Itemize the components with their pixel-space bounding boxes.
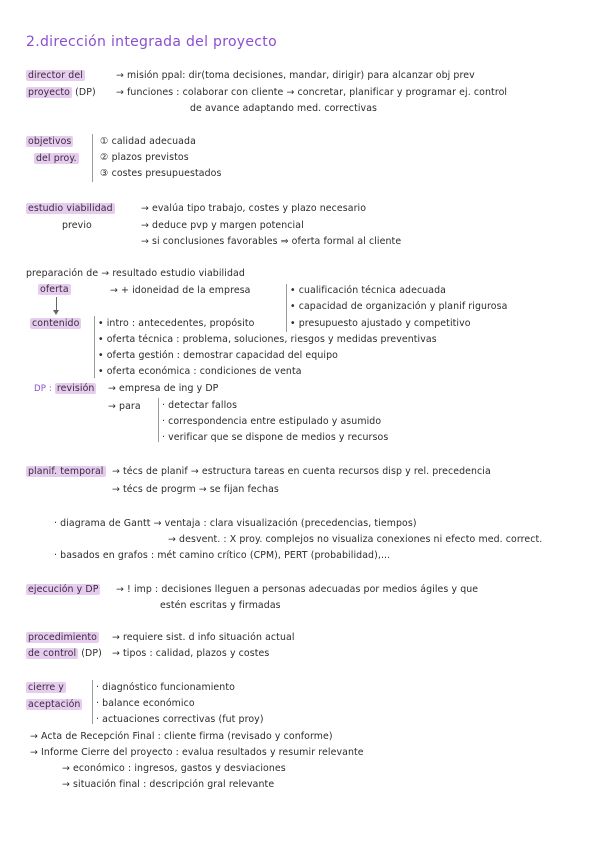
revision-para: → para <box>108 401 141 412</box>
down-arrow-icon <box>56 297 57 311</box>
planif-heading: planif. temporal <box>28 466 104 477</box>
control-heading-1: procedimiento <box>28 632 97 643</box>
contenido-item: • oferta económica : condiciones de venta <box>98 366 302 377</box>
director-heading-1: director del <box>28 70 83 81</box>
revision-brace <box>158 398 159 442</box>
control-line: → requiere sist. d info situación actual <box>112 632 295 643</box>
grafos-line: · basados en grafos : mét camino crítico (CPM), PERT (probabilidad),... <box>54 550 391 561</box>
revision-item: · verificar que se dispone de medios y recursos <box>162 432 389 443</box>
revision-item: · correspondencia entre estipulado y asumido <box>162 416 382 427</box>
director-functions-cont: de avance adaptando med. correctivas <box>190 103 378 114</box>
idoneidad-item: • capacidad de organización y planif rigurosa <box>290 301 508 312</box>
objetivos-brace <box>92 134 93 182</box>
revision-item: · detectar fallos <box>162 400 238 411</box>
director-functions: → funciones : colaborar con cliente → concretar, planificar y programar ej. control <box>116 87 508 98</box>
control-line: → tipos : calidad, plazos y costes <box>112 648 270 659</box>
informe-sub: → situación final : descripción gral relevante <box>62 779 275 790</box>
objetivo-item: ① calidad adecuada <box>100 136 196 147</box>
objetivos-heading-1: objetivos <box>28 136 72 147</box>
objetivo-item: ③ costes presupuestados <box>100 168 222 179</box>
estudio-heading-2: previo <box>62 220 92 231</box>
contenido-item: • intro : antecedentes, propósito <box>98 318 255 329</box>
gantt-line: · diagrama de Gantt → ventaja : clara visualización (precedencias, tiempos) <box>54 518 417 529</box>
cierre-brace <box>92 680 93 724</box>
gantt-desvent: → desvent. : X proy. complejos no visualiza conexiones ni efecto med. correct. <box>168 534 543 545</box>
informe-sub: → económico : ingresos, gastos y desviaciones <box>62 763 286 774</box>
ejecucion-line: → ! imp : decisiones lleguen a personas adecuadas por medios ágiles y que <box>116 584 479 595</box>
idoneidad-brace <box>286 284 287 332</box>
cierre-heading-1: cierre y <box>28 682 64 693</box>
contenido-item: • oferta gestión : demostrar capacidad del equipo <box>98 350 338 361</box>
director-mission: → misión ppal: dir(toma decisiones, mandar, dirigir) para alcanzar obj prev <box>116 70 475 81</box>
idoneidad-item: • presupuesto ajustado y competitivo <box>290 318 471 329</box>
contenido-brace <box>94 316 95 378</box>
director-heading-2: proyecto (DP) <box>28 87 96 98</box>
estudio-line: → deduce pvp y margen potencial <box>141 220 304 231</box>
estudio-heading-1: estudio viabilidad <box>28 203 113 214</box>
contenido-heading: contenido <box>32 318 80 329</box>
estudio-line: → evalúa tipo trabajo, costes y plazo necesario <box>141 203 367 214</box>
oferta-heading: oferta <box>40 284 69 295</box>
acta-line: → Acta de Recepción Final : cliente firma (revisado y conforme) <box>30 731 333 742</box>
ejecucion-line-cont: estén escritas y firmadas <box>160 600 281 611</box>
control-heading-2: de control (DP) <box>28 648 102 659</box>
revision-line: → empresa de ing y DP <box>108 383 219 394</box>
contenido-item: • oferta técnica : problema, soluciones, riesgos y medidas preventivas <box>98 334 437 345</box>
cierre-item: · balance económico <box>96 698 195 709</box>
oferta-idoneidad: → + idoneidad de la empresa <box>110 285 251 296</box>
objetivos-heading-2: del proy. <box>36 153 77 164</box>
informe-line: → Informe Cierre del proyecto : evalua resultados y resumir relevante <box>30 747 364 758</box>
objetivo-item: ② plazos previstos <box>100 152 189 163</box>
estudio-line: → si conclusiones favorables ⇒ oferta formal al cliente <box>141 236 402 247</box>
ejecucion-heading: ejecución y DP <box>28 584 99 595</box>
planif-line: → técs de planif → estructura tareas en cuenta recursos disp y rel. precedencia <box>112 466 491 477</box>
planif-line: → técs de progrm → se fijan fechas <box>112 484 279 495</box>
idoneidad-item: • cualificación técnica adecuada <box>290 285 447 296</box>
cierre-item: · actuaciones correctivas (fut proy) <box>96 714 264 725</box>
cierre-item: · diagnóstico funcionamiento <box>96 682 235 693</box>
page-title: 2.dirección integrada del proyecto <box>26 34 277 50</box>
cierre-heading-2: aceptación <box>28 699 81 710</box>
revision-heading: DP : revisión <box>34 383 95 394</box>
oferta-prep: preparación de → resultado estudio viabilidad <box>26 268 245 279</box>
